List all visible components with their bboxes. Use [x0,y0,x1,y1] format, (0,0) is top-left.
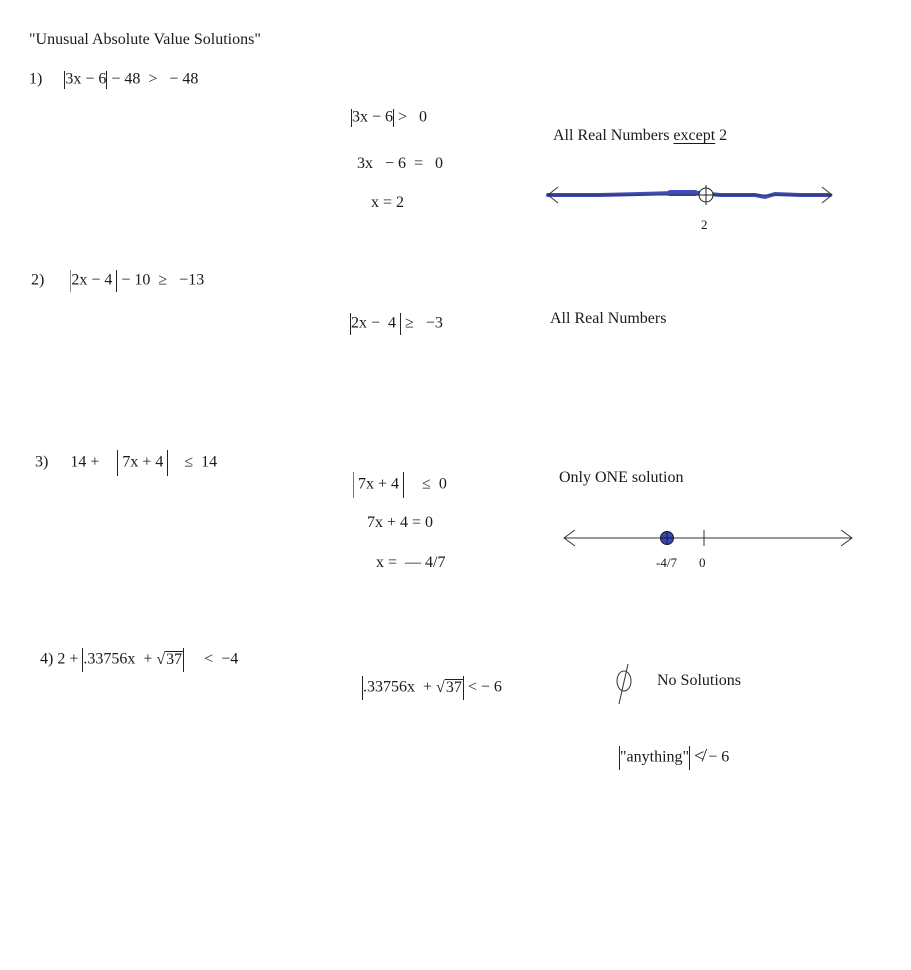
inequality-rest: ≤ 0 [422,475,447,493]
problem-1-step-3: x = 2 [371,194,405,211]
inequality-prefix: 2 + [57,650,79,668]
radicand: 37 [166,650,183,668]
problem-3-step-3: x = — 4/7 [376,554,446,571]
label-suffix: 2 [715,127,728,144]
abs-expression: 2x − 4 [351,314,397,332]
problem-2-solution-label: All Real Numbers [550,310,667,327]
number-line-3-point-label: -4/7 [656,555,677,570]
problem-4-note [619,746,729,770]
inequality-rest: > 0 [398,108,428,126]
inequality-rest: − 10 ≥ −13 [121,271,205,289]
abs-expression: .33756x + [363,678,433,696]
abs-expression: "anything" [620,748,690,766]
abs-bar-right [689,746,690,770]
number-line-1-point-label: 2 [701,217,708,232]
inequality-rest: ≤ 14 [184,453,218,471]
note-rest: − 6 [708,748,730,766]
inequality-rest: < −4 [204,650,239,668]
problem-1-step-2: 3x − 6 = 0 [357,155,444,172]
problem-4-solution-label: No Solutions [657,672,742,689]
abs-expression: 7x + 4 [358,475,400,493]
abs-expression: .33756x + [83,650,153,668]
inequality-prefix: 14 + [70,453,100,471]
inequality-rest: ≥ −3 [405,314,443,332]
problem-number: 2) [31,271,45,289]
label-prefix: All Real Numbers [553,127,674,144]
problem-3-step-2: 7x + 4 = 0 [367,514,434,531]
abs-expression: 7x + 4 [122,453,164,471]
radical-sign-icon: √ [436,678,445,696]
problem-number: 3) [35,453,49,471]
problem-number: 1) [29,70,43,88]
radicand: 37 [445,678,462,696]
abs-expression: 2x − 4 [71,271,113,289]
inequality-rest: < − 6 [467,678,502,696]
label-underlined: except [673,127,716,144]
abs-expression: 3x − 6 [65,70,107,88]
not-less-than-icon: ≮ [694,745,705,766]
worksheet-title: "Unusual Absolute Value Solutions" [29,31,261,48]
problem-3-solution-label: Only ONE solution [559,469,684,486]
inequality-rest: − 48 > − 48 [111,70,199,88]
radical-sign-icon: √ [156,650,166,668]
abs-expression: 3x − 6 [352,108,394,126]
number-line-3-tick-label: 0 [699,555,706,570]
problem-number: 4) [40,650,54,668]
